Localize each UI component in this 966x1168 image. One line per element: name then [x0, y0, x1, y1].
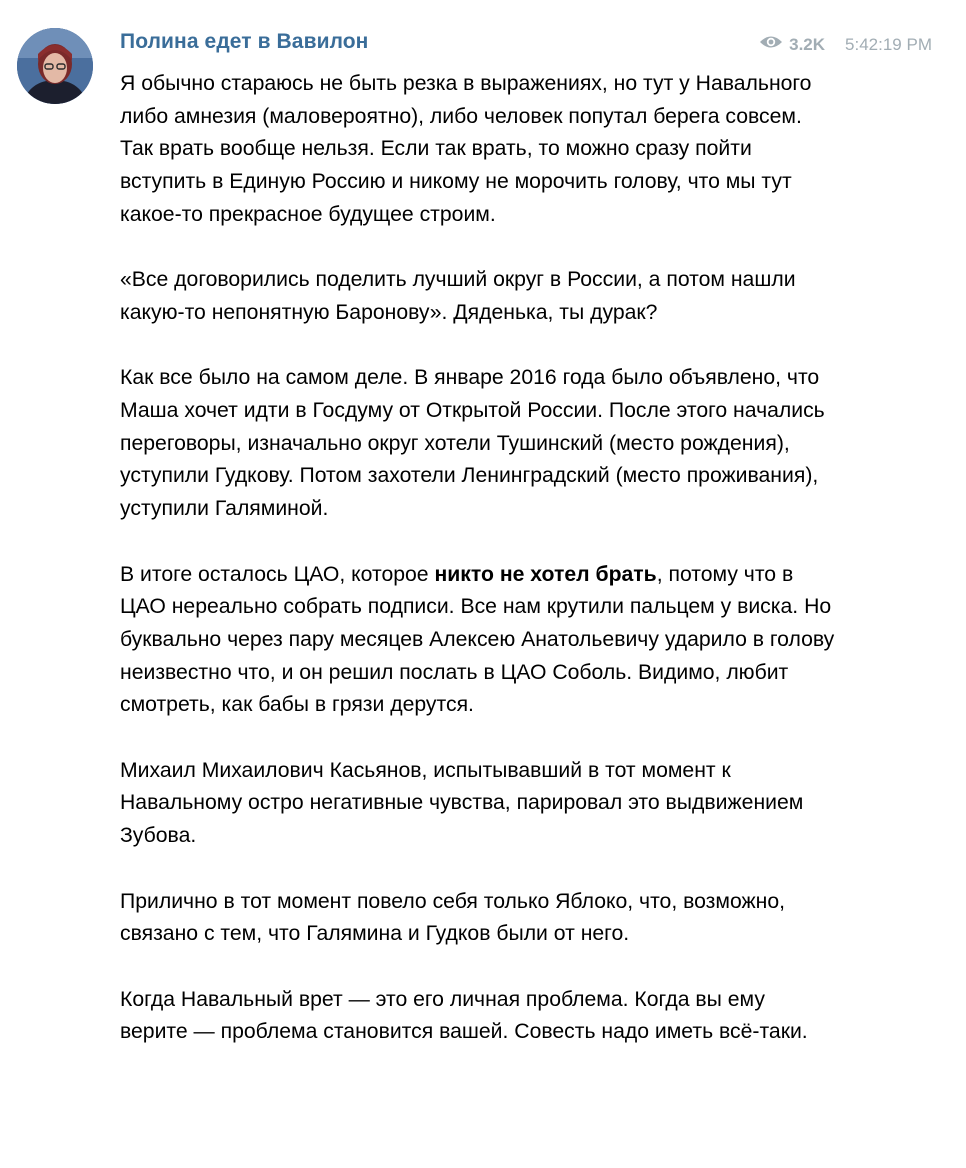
- channel-name[interactable]: Полина едет в Вавилон: [120, 30, 369, 53]
- paragraph-2: «Все договорились поделить лучший округ в России, а потом нашли какую-то непонятную Баронову». Дяденька, ты дурак?: [120, 268, 796, 324]
- avatar[interactable]: [17, 28, 93, 104]
- user-avatar-image: [17, 28, 93, 104]
- paragraph-1: Я обычно стараюсь не быть резка в выражениях, но тут у Навального либо амнезия (маловероятно), либо человек попутал берега совсем. Так врать вообще нельзя. Если так врать, то можно сразу пойти вступить в Единую Россию и никому не морочить голову, что мы тут какое-то прекрасное будущее строим.: [120, 72, 812, 226]
- views-count: 3.2K: [789, 34, 826, 54]
- message-body: [120, 68, 838, 1049]
- paragraph-4-before: В итоге осталось ЦАО, которое: [120, 562, 435, 586]
- views-counter: [759, 34, 825, 55]
- paragraph-3: Как все было на самом деле. В январе 2016 года было объявлено, что Маша хочет идти в Госдуму от Открытой России. После этого начались переговоры, изначально округ хотели Тушинский (место рождения), уступили Гудкову. Потом захотели Ленинградский (место проживания), уступили Галяминой.: [120, 366, 825, 521]
- paragraph-5: Михаил Михаилович Касьянов, испытывавший в тот момент к Навальному остро негативные чувства, парировал это выдвижением Зубова.: [120, 758, 804, 848]
- paragraph-4: [120, 559, 838, 723]
- paragraph-4-after: , потому что в ЦАО нереально собрать подписи. Все нам крутили пальцем у виска. Но буквально через пару месяцев Алексею Анатольевичу ударило в голову неизвестно что, и он решил послать в ЦАО Соболь. Видимо, любит смотреть, как бабы в грязи дерутся.: [120, 562, 835, 717]
- paragraph-7: Когда Навальный врет — это его личная проблема. Когда вы ему верите — проблема становится вашей. Совесть надо иметь всё-таки.: [120, 987, 808, 1044]
- eye-icon: [759, 34, 783, 55]
- message-meta: [759, 34, 932, 55]
- paragraph-4-bold: никто не хотел брать: [434, 562, 657, 586]
- message-time: 5:42:19 PM: [845, 34, 932, 54]
- paragraph-6: Прилично в тот момент повело себя только Яблоко, что, возможно, связано с тем, что Галямина и Гудков были от него.: [120, 889, 786, 946]
